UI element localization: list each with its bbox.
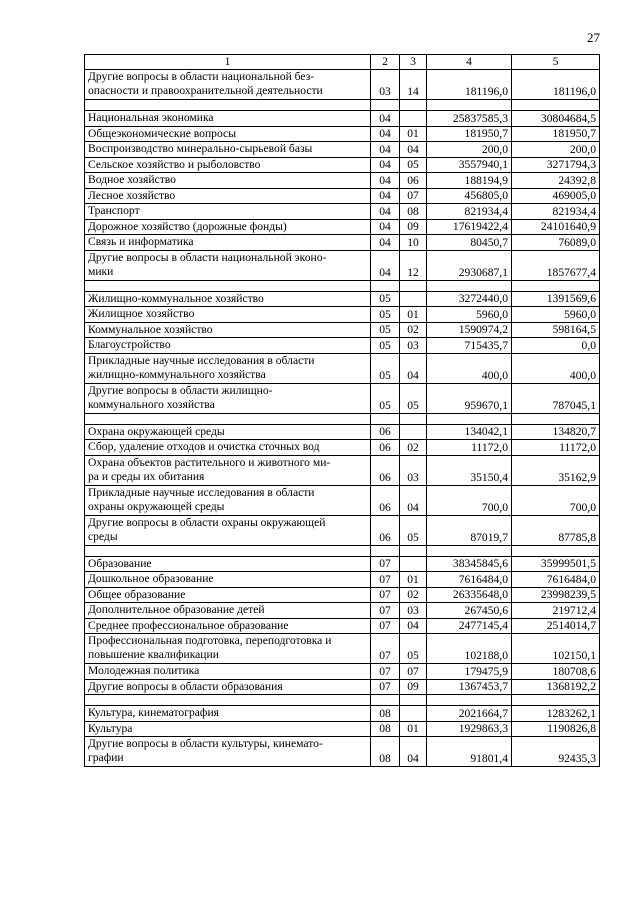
table-row xyxy=(85,587,600,603)
row-amount-col4: 5960,0 xyxy=(427,307,512,323)
row-amount-col5: 102150,1 xyxy=(512,634,600,664)
row-amount-col5: 181950,7 xyxy=(512,126,600,142)
spacer-cell xyxy=(512,100,600,111)
budget-table xyxy=(84,54,600,767)
row-section-code: 08 xyxy=(371,721,400,737)
row-name: Дорожное хозяйство (дорожные фонды) xyxy=(85,219,371,235)
page-number: 27 xyxy=(587,30,600,45)
row-name: Прикладные научные исследования в области жилищно-коммунального хозяйства xyxy=(85,353,371,383)
spacer-cell xyxy=(85,280,371,291)
table-row xyxy=(85,664,600,680)
row-name: Прикладные научные исследования в области охраны окружающей среды xyxy=(85,485,371,515)
row-amount-col4: 2930687,1 xyxy=(427,250,512,280)
row-amount-col4: 400,0 xyxy=(427,353,512,383)
row-subsection-code: 04 xyxy=(400,485,427,515)
row-section-code: 07 xyxy=(371,618,400,634)
row-section-code: 05 xyxy=(371,353,400,383)
column-header-4: 4 xyxy=(427,55,512,70)
row-section-code: 07 xyxy=(371,556,400,572)
row-subsection-code: 07 xyxy=(400,188,427,204)
row-amount-col5: 700,0 xyxy=(512,485,600,515)
table-row xyxy=(85,424,600,440)
table-row xyxy=(85,70,600,100)
row-name: Другие вопросы в области национальной эконо- мики xyxy=(85,250,371,280)
spacer-row xyxy=(85,280,600,291)
row-section-code: 04 xyxy=(371,142,400,158)
spacer-cell xyxy=(371,695,400,706)
table-row xyxy=(85,485,600,515)
row-amount-col5: 76089,0 xyxy=(512,235,600,251)
row-section-code: 04 xyxy=(371,188,400,204)
table-row xyxy=(85,157,600,173)
row-subsection-code: 03 xyxy=(400,455,427,485)
table-row xyxy=(85,291,600,307)
row-subsection-code: 01 xyxy=(400,721,427,737)
column-header-2: 2 xyxy=(371,55,400,70)
table-row xyxy=(85,173,600,189)
row-amount-col5: 1283262,1 xyxy=(512,706,600,722)
row-amount-col5: 7616484,0 xyxy=(512,572,600,588)
row-section-code: 07 xyxy=(371,634,400,664)
row-section-code: 06 xyxy=(371,440,400,456)
row-subsection-code xyxy=(400,424,427,440)
row-amount-col5: 23998239,5 xyxy=(512,587,600,603)
row-section-code: 04 xyxy=(371,173,400,189)
table-row xyxy=(85,618,600,634)
table-row xyxy=(85,219,600,235)
row-name: Среднее профессиональное образование xyxy=(85,618,371,634)
row-amount-col5: 469005,0 xyxy=(512,188,600,204)
spacer-cell xyxy=(512,413,600,424)
row-name: Другие вопросы в области культуры, кинемато- графии xyxy=(85,737,371,767)
spacer-cell xyxy=(85,413,371,424)
row-amount-col5: 1368192,2 xyxy=(512,679,600,695)
row-subsection-code: 08 xyxy=(400,204,427,220)
row-subsection-code xyxy=(400,291,427,307)
table-row xyxy=(85,679,600,695)
row-amount-col4: 700,0 xyxy=(427,485,512,515)
row-amount-col4: 7616484,0 xyxy=(427,572,512,588)
row-section-code: 04 xyxy=(371,219,400,235)
row-name: Жилищное хозяйство xyxy=(85,307,371,323)
table-row xyxy=(85,721,600,737)
row-subsection-code: 09 xyxy=(400,219,427,235)
row-subsection-code: 03 xyxy=(400,338,427,354)
row-subsection-code: 01 xyxy=(400,572,427,588)
row-name: Общее образование xyxy=(85,587,371,603)
row-subsection-code xyxy=(400,111,427,127)
row-amount-col5: 1391569,6 xyxy=(512,291,600,307)
row-section-code: 06 xyxy=(371,455,400,485)
row-amount-col5: 787045,1 xyxy=(512,383,600,413)
row-section-code: 04 xyxy=(371,204,400,220)
row-section-code: 05 xyxy=(371,338,400,354)
row-amount-col4: 38345845,6 xyxy=(427,556,512,572)
row-subsection-code: 05 xyxy=(400,157,427,173)
row-section-code: 06 xyxy=(371,485,400,515)
row-name: Другие вопросы в области охраны окружающей среды xyxy=(85,515,371,545)
spacer-cell xyxy=(427,545,512,556)
row-name: Транспорт xyxy=(85,204,371,220)
row-subsection-code: 03 xyxy=(400,603,427,619)
row-subsection-code: 04 xyxy=(400,353,427,383)
row-amount-col4: 91801,4 xyxy=(427,737,512,767)
row-section-code: 05 xyxy=(371,291,400,307)
row-section-code: 04 xyxy=(371,250,400,280)
row-section-code: 03 xyxy=(371,70,400,100)
row-amount-col5: 5960,0 xyxy=(512,307,600,323)
budget-table-body xyxy=(85,55,600,767)
row-amount-col4: 35150,4 xyxy=(427,455,512,485)
row-subsection-code: 09 xyxy=(400,679,427,695)
row-amount-col4: 3272440,0 xyxy=(427,291,512,307)
row-name: Благоустройство xyxy=(85,338,371,354)
row-amount-col4: 1929863,3 xyxy=(427,721,512,737)
table-row xyxy=(85,338,600,354)
row-amount-col5: 821934,4 xyxy=(512,204,600,220)
table-row xyxy=(85,250,600,280)
spacer-cell xyxy=(400,413,427,424)
column-header-1: 1 xyxy=(85,55,371,70)
row-amount-col5: 1190826,8 xyxy=(512,721,600,737)
row-amount-col4: 200,0 xyxy=(427,142,512,158)
row-name: Коммунальное хозяйство xyxy=(85,322,371,338)
row-amount-col5: 35162,9 xyxy=(512,455,600,485)
row-amount-col4: 11172,0 xyxy=(427,440,512,456)
spacer-cell xyxy=(85,695,371,706)
table-row xyxy=(85,515,600,545)
spacer-cell xyxy=(371,280,400,291)
row-section-code: 05 xyxy=(371,322,400,338)
row-name: Культура xyxy=(85,721,371,737)
row-amount-col5: 598164,5 xyxy=(512,322,600,338)
row-section-code: 04 xyxy=(371,111,400,127)
row-amount-col5: 3271794,3 xyxy=(512,157,600,173)
row-name: Образование xyxy=(85,556,371,572)
row-name: Другие вопросы в области образования xyxy=(85,679,371,695)
row-subsection-code: 06 xyxy=(400,173,427,189)
spacer-row xyxy=(85,100,600,111)
row-name: Дошкольное образование xyxy=(85,572,371,588)
row-amount-col4: 2021664,7 xyxy=(427,706,512,722)
row-subsection-code: 02 xyxy=(400,322,427,338)
row-subsection-code: 02 xyxy=(400,587,427,603)
spacer-cell xyxy=(427,280,512,291)
table-row xyxy=(85,322,600,338)
row-name: Другие вопросы в области национальной без- опасности и правоохранительной деятельности xyxy=(85,70,371,100)
row-amount-col4: 1590974,2 xyxy=(427,322,512,338)
table-row xyxy=(85,126,600,142)
row-subsection-code: 05 xyxy=(400,383,427,413)
row-amount-col5: 0,0 xyxy=(512,338,600,354)
row-amount-col5: 87785,8 xyxy=(512,515,600,545)
row-name: Дополнительное образование детей xyxy=(85,603,371,619)
spacer-row xyxy=(85,695,600,706)
spacer-row xyxy=(85,413,600,424)
spacer-cell xyxy=(400,280,427,291)
spacer-cell xyxy=(427,695,512,706)
row-section-code: 08 xyxy=(371,706,400,722)
row-name: Национальная экономика xyxy=(85,111,371,127)
row-section-code: 05 xyxy=(371,307,400,323)
row-amount-col4: 102188,0 xyxy=(427,634,512,664)
spacer-cell xyxy=(85,100,371,111)
row-amount-col4: 3557940,1 xyxy=(427,157,512,173)
row-section-code: 07 xyxy=(371,572,400,588)
row-amount-col5: 35999501,5 xyxy=(512,556,600,572)
table-row xyxy=(85,142,600,158)
table-row xyxy=(85,556,600,572)
row-subsection-code: 12 xyxy=(400,250,427,280)
row-name: Воспроизводство минерально-сырьевой базы xyxy=(85,142,371,158)
row-name: Сбор, удаление отходов и очистка сточных вод xyxy=(85,440,371,456)
row-amount-col4: 17619422,4 xyxy=(427,219,512,235)
spacer-cell xyxy=(512,545,600,556)
table-row xyxy=(85,706,600,722)
row-subsection-code: 05 xyxy=(400,634,427,664)
row-subsection-code: 04 xyxy=(400,737,427,767)
row-amount-col4: 80450,7 xyxy=(427,235,512,251)
row-subsection-code: 05 xyxy=(400,515,427,545)
row-amount-col5: 30804684,5 xyxy=(512,111,600,127)
table-row xyxy=(85,307,600,323)
table-row xyxy=(85,737,600,767)
table-row xyxy=(85,111,600,127)
row-name: Жилищно-коммунальное хозяйство xyxy=(85,291,371,307)
column-header-3: 3 xyxy=(400,55,427,70)
row-name: Культура, кинематография xyxy=(85,706,371,722)
row-amount-col5: 92435,3 xyxy=(512,737,600,767)
row-name: Общеэкономические вопросы xyxy=(85,126,371,142)
row-amount-col4: 1367453,7 xyxy=(427,679,512,695)
row-section-code: 07 xyxy=(371,603,400,619)
row-amount-col4: 26335648,0 xyxy=(427,587,512,603)
table-row xyxy=(85,440,600,456)
spacer-cell xyxy=(512,280,600,291)
spacer-cell xyxy=(427,413,512,424)
row-amount-col4: 959670,1 xyxy=(427,383,512,413)
row-section-code: 07 xyxy=(371,664,400,680)
row-amount-col4: 87019,7 xyxy=(427,515,512,545)
row-amount-col5: 200,0 xyxy=(512,142,600,158)
spacer-cell xyxy=(427,100,512,111)
row-amount-col4: 821934,4 xyxy=(427,204,512,220)
row-amount-col4: 188194,9 xyxy=(427,173,512,189)
row-name: Молодежная политика xyxy=(85,664,371,680)
table-row xyxy=(85,204,600,220)
spacer-cell xyxy=(371,100,400,111)
table-row xyxy=(85,235,600,251)
spacer-cell xyxy=(85,545,371,556)
row-amount-col5: 2514014,7 xyxy=(512,618,600,634)
row-section-code: 04 xyxy=(371,126,400,142)
row-amount-col4: 715435,7 xyxy=(427,338,512,354)
row-amount-col5: 181196,0 xyxy=(512,70,600,100)
row-subsection-code: 04 xyxy=(400,142,427,158)
table-row xyxy=(85,353,600,383)
table-row xyxy=(85,603,600,619)
row-subsection-code: 04 xyxy=(400,618,427,634)
row-amount-col4: 456805,0 xyxy=(427,188,512,204)
row-amount-col4: 181950,7 xyxy=(427,126,512,142)
row-amount-col5: 24101640,9 xyxy=(512,219,600,235)
table-row xyxy=(85,383,600,413)
row-subsection-code: 14 xyxy=(400,70,427,100)
row-subsection-code xyxy=(400,556,427,572)
spacer-cell xyxy=(400,695,427,706)
row-amount-col5: 1857677,4 xyxy=(512,250,600,280)
row-name: Другие вопросы в области жилищно- коммунального хозяйства xyxy=(85,383,371,413)
row-name: Профессиональная подготовка, переподготовка и повышение квалификации xyxy=(85,634,371,664)
row-section-code: 07 xyxy=(371,679,400,695)
row-amount-col5: 400,0 xyxy=(512,353,600,383)
row-name: Охрана объектов растительного и животного ми- ра и среды их обитания xyxy=(85,455,371,485)
row-amount-col4: 181196,0 xyxy=(427,70,512,100)
row-section-code: 05 xyxy=(371,383,400,413)
row-name: Связь и информатика xyxy=(85,235,371,251)
row-subsection-code: 02 xyxy=(400,440,427,456)
row-section-code: 06 xyxy=(371,424,400,440)
row-name: Водное хозяйство xyxy=(85,173,371,189)
row-amount-col4: 179475,9 xyxy=(427,664,512,680)
column-header-row xyxy=(85,55,600,70)
row-name: Сельское хозяйство и рыболовство xyxy=(85,157,371,173)
table-row xyxy=(85,188,600,204)
row-section-code: 07 xyxy=(371,587,400,603)
row-amount-col5: 11172,0 xyxy=(512,440,600,456)
spacer-cell xyxy=(371,545,400,556)
column-header-5: 5 xyxy=(512,55,600,70)
row-amount-col4: 267450,6 xyxy=(427,603,512,619)
row-amount-col4: 25837585,3 xyxy=(427,111,512,127)
spacer-cell xyxy=(400,100,427,111)
row-subsection-code: 07 xyxy=(400,664,427,680)
row-subsection-code: 01 xyxy=(400,307,427,323)
row-amount-col4: 2477145,4 xyxy=(427,618,512,634)
row-name: Лесное хозяйство xyxy=(85,188,371,204)
row-amount-col5: 24392,8 xyxy=(512,173,600,189)
spacer-cell xyxy=(512,695,600,706)
row-section-code: 08 xyxy=(371,737,400,767)
row-amount-col4: 134042,1 xyxy=(427,424,512,440)
spacer-row xyxy=(85,545,600,556)
table-row xyxy=(85,572,600,588)
spacer-cell xyxy=(400,545,427,556)
row-subsection-code: 10 xyxy=(400,235,427,251)
spacer-cell xyxy=(371,413,400,424)
row-section-code: 04 xyxy=(371,235,400,251)
row-section-code: 06 xyxy=(371,515,400,545)
table-row xyxy=(85,455,600,485)
row-subsection-code xyxy=(400,706,427,722)
row-amount-col5: 134820,7 xyxy=(512,424,600,440)
row-subsection-code: 01 xyxy=(400,126,427,142)
row-amount-col5: 219712,4 xyxy=(512,603,600,619)
table-row xyxy=(85,634,600,664)
row-section-code: 04 xyxy=(371,157,400,173)
row-amount-col5: 180708,6 xyxy=(512,664,600,680)
row-name: Охрана окружающей среды xyxy=(85,424,371,440)
